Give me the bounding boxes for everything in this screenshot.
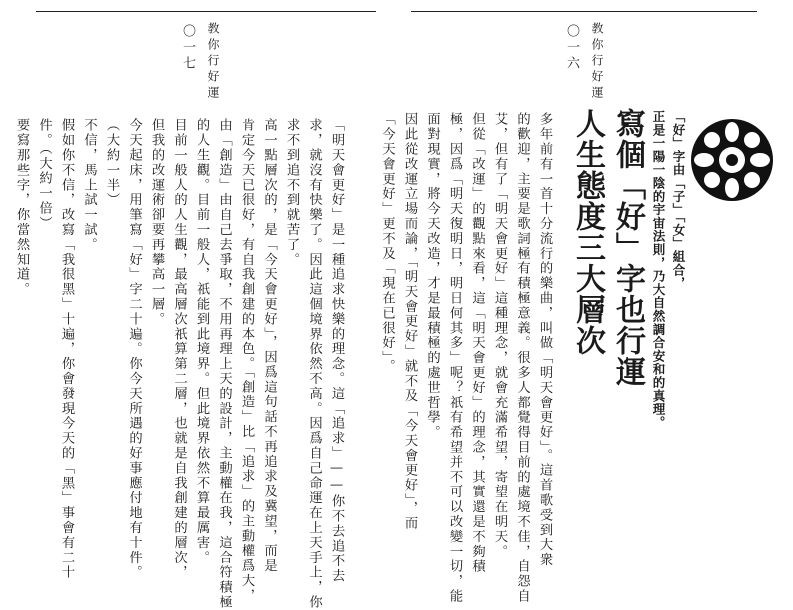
- paragraph: 面對現實，將今天改造，才是最積極的處世哲學。: [424, 112, 440, 440]
- chapter-title: 寫個「好」字也行運: [610, 108, 645, 387]
- left-header-rule: [36, 11, 376, 12]
- right-header-rule: [411, 11, 757, 12]
- paragraph: 不信，馬上試一試。: [81, 118, 97, 253]
- left-running-title: 教你行好運: [206, 22, 220, 102]
- chapter-subtitle: 人生態度三大層次: [570, 108, 605, 356]
- paragraph: 艾，但有了「明天會更好」這種理念，就會充滿希望，寄望在明天。: [492, 112, 507, 559]
- paragraph: 極，因爲「明天復明日，明日何其多」呢？祇有希望并不可以改變一切，能: [447, 112, 462, 604]
- paragraph: 但我的改運術卻要再攀高一層。: [149, 118, 164, 327]
- paragraph: 高一點層次的，是「今天會更好」，因爲這句話不再追求及冀望，而是: [261, 118, 277, 574]
- paragraph: 的歡迎，主要是歌詞極有積極意義。很多人都覺得目前的處境不佳，自怨自: [514, 112, 530, 604]
- flower-emblem-icon: [687, 115, 777, 205]
- paragraph: 肯定今天已很好，有自我創建的本色。「創造」比「追求」的主動權爲大，: [239, 118, 254, 604]
- right-body-text: [375, 112, 555, 604]
- paragraph: 多年前有一首十分流行的樂曲，叫做「明天會更好」。這首歌受到大衆: [537, 112, 552, 568]
- paragraph: 今天起床，用筆寫「好」字二十遍。你今天所遇的好事應付地有十件。: [126, 118, 142, 580]
- paragraph: 的人生觀。目前一般人，祇能到此境界。但此境界依然不算最厲害。: [194, 118, 209, 565]
- paragraph: 求不到追不到就苦了。: [284, 118, 299, 267]
- left-page: [0, 0, 396, 610]
- left-body-text: [10, 118, 348, 610]
- paragraph: 「明天會更好」是一種追求快樂的理念。這「追求」——你不去追不去: [329, 118, 344, 584]
- right-page-number: 〇一六: [564, 24, 579, 72]
- left-page-number: 〇一七: [180, 24, 195, 72]
- paragraph: 件。（大約一倍）: [36, 118, 52, 231]
- paragraph: 因此從改運立場而論，「明天會更好」就不及「今天會更好」，而: [402, 112, 417, 531]
- paragraph: 由「創造」由自己去爭取，不用再理上天的設計，主動權在我，這合符積極: [216, 118, 232, 610]
- paragraph: 要寫那些字，你當然知道。: [14, 118, 29, 297]
- right-running-title: 教你行好運: [590, 22, 604, 102]
- paragraph: 求，就沒有快樂了。因此這個境界依然不高。因爲自己命運在上天手上，你: [306, 118, 322, 610]
- right-page: [379, 0, 793, 604]
- intro-line: 「好」字由「子」「女」組合，: [671, 110, 686, 290]
- paragraph: 但從「改運」的觀點來看，這「明天會更好」的理念，其實還是不夠積: [469, 112, 485, 574]
- paragraph: 「今天會更好」更不及「現在已很好」。: [379, 112, 395, 374]
- intro-line: 正是一陽一陰的宇宙法則，乃大自然調合安和的真理。: [651, 110, 666, 430]
- paragraph: 假如你不信，改寫「我很黑」十遍，你會發現今天的「黑」事會有二十: [59, 118, 74, 580]
- paragraph: 目前一般人的人生觀，最高層次祇算第二層，也就是自我創建的層次，: [171, 118, 187, 580]
- paragraph: （大約一半）: [104, 118, 119, 208]
